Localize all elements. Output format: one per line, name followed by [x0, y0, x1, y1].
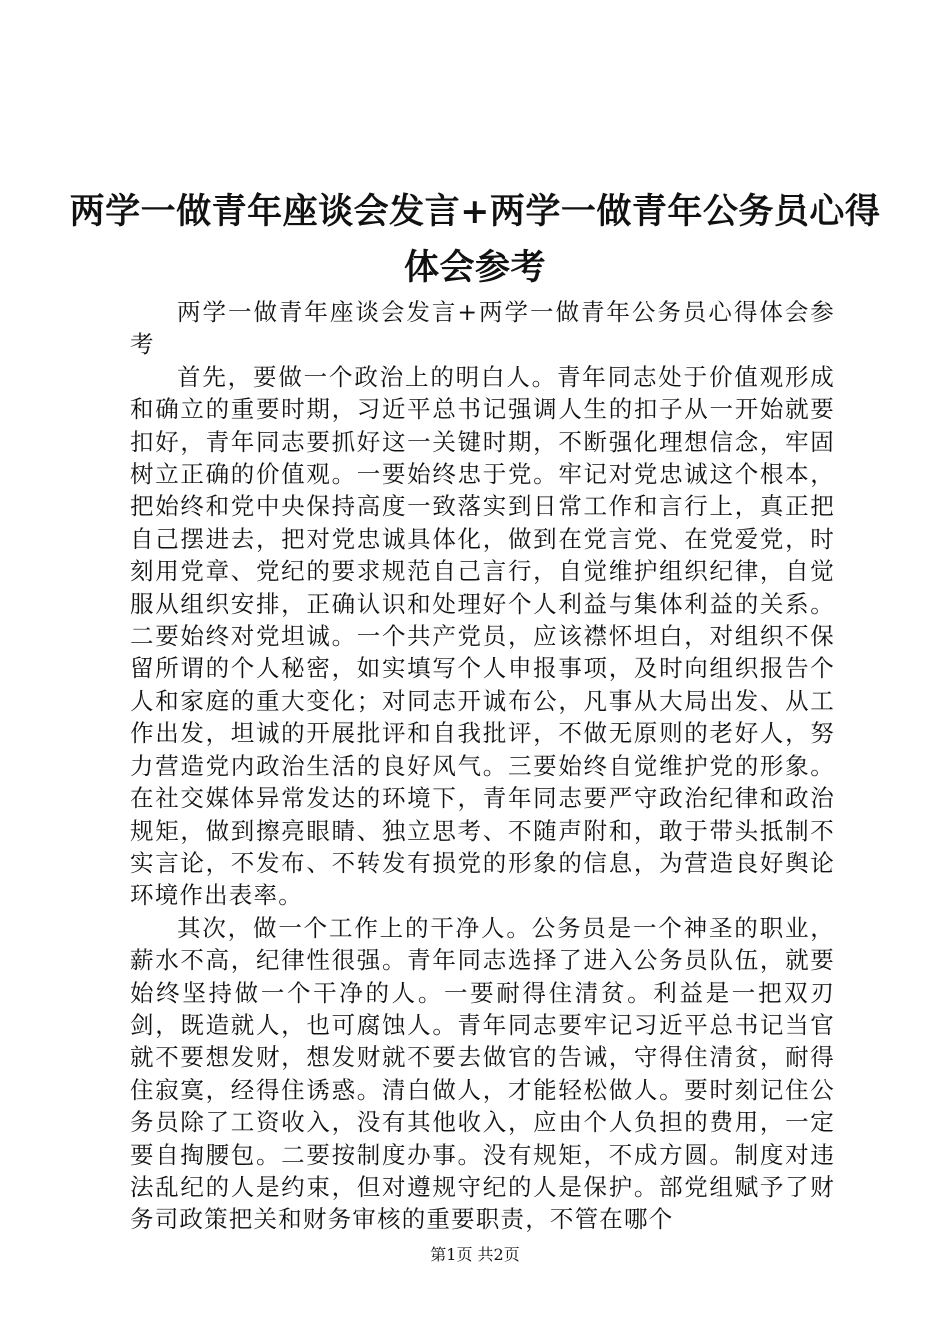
- paragraph-subtitle: 两学一做青年座谈会发言+两学一做青年公务员心得体会参考: [130, 298, 835, 359]
- page-footer: 第1页 共2页: [430, 1245, 520, 1264]
- document-body: [130, 296, 835, 1236]
- document-title: 两学一做青年座谈会发言+两学一做青年公务员心得体会参考: [69, 191, 881, 288]
- paragraph-clean-work: 其次，做一个工作上的干净人。公务员是一个神圣的职业，薪水不高，纪律性很强。青年同志选择了进入公务员队伍，就要始终坚持做一个干净的人。一要耐得住清贫。利益是一把双刃剑，既造就人，也可腐蚀人。青年同志要牢记习近平总书记当官就不要想发财，想发财就不要去做官的告诫，守得住清贫，耐得住寂寞，经得住诱惑。清白做人，才能轻松做人。要时刻记住公务员除了工资收入，没有其他收入，应由个人负担的费用，一定要自掏腰包。二要按制度办事。没有规矩，不成方圆。制度对违法乱纪的人是约束，但对遵规守纪的人是保护。部党组赋予了财务司政策把关和财务审核的重要职责，不管在哪个: [130, 913, 835, 1234]
- paragraph-political: 首先，要做一个政治上的明白人。青年同志处于价值观形成和确立的重要时期，习近平总书记强调人生的扣子从一开始就要扣好，青年同志要抓好这一关键时期，不断强化理想信念，牢固树立正确的价值观。一要始终忠于党。牢记对党忠诚这个根本，把始终和党中央保持高度一致落实到日常工作和言行上，真正把自己摆进去，把对党忠诚具体化，做到在党言党、在党爱党，时刻用党章、党纪的要求规范自己言行，自觉维护组织纪律，自觉服从组织安排，正确认识和处理好个人利益与集体利益的关系。二要始终对党坦诚。一个共产党员，应该襟怀坦白，对组织不保留所谓的个人秘密，如实填写个人申报事项，及时向组织报告个人和家庭的重大变化；对同志开诚布公，凡事从大局出发、从工作出发，坦诚的开展批评和自我批评，不做无原则的老好人，努力营造党内政治生活的良好风气。三要始终自觉维护党的形象。在社交媒体异常发达的环境下，青年同志要严守政治纪律和政治规矩，做到擦亮眼睛、独立思考、不随声附和，敢于带头抵制不实言论，不发布、不转发有损党的形象的信息，为营造良好舆论环境作出表率。: [130, 362, 835, 910]
